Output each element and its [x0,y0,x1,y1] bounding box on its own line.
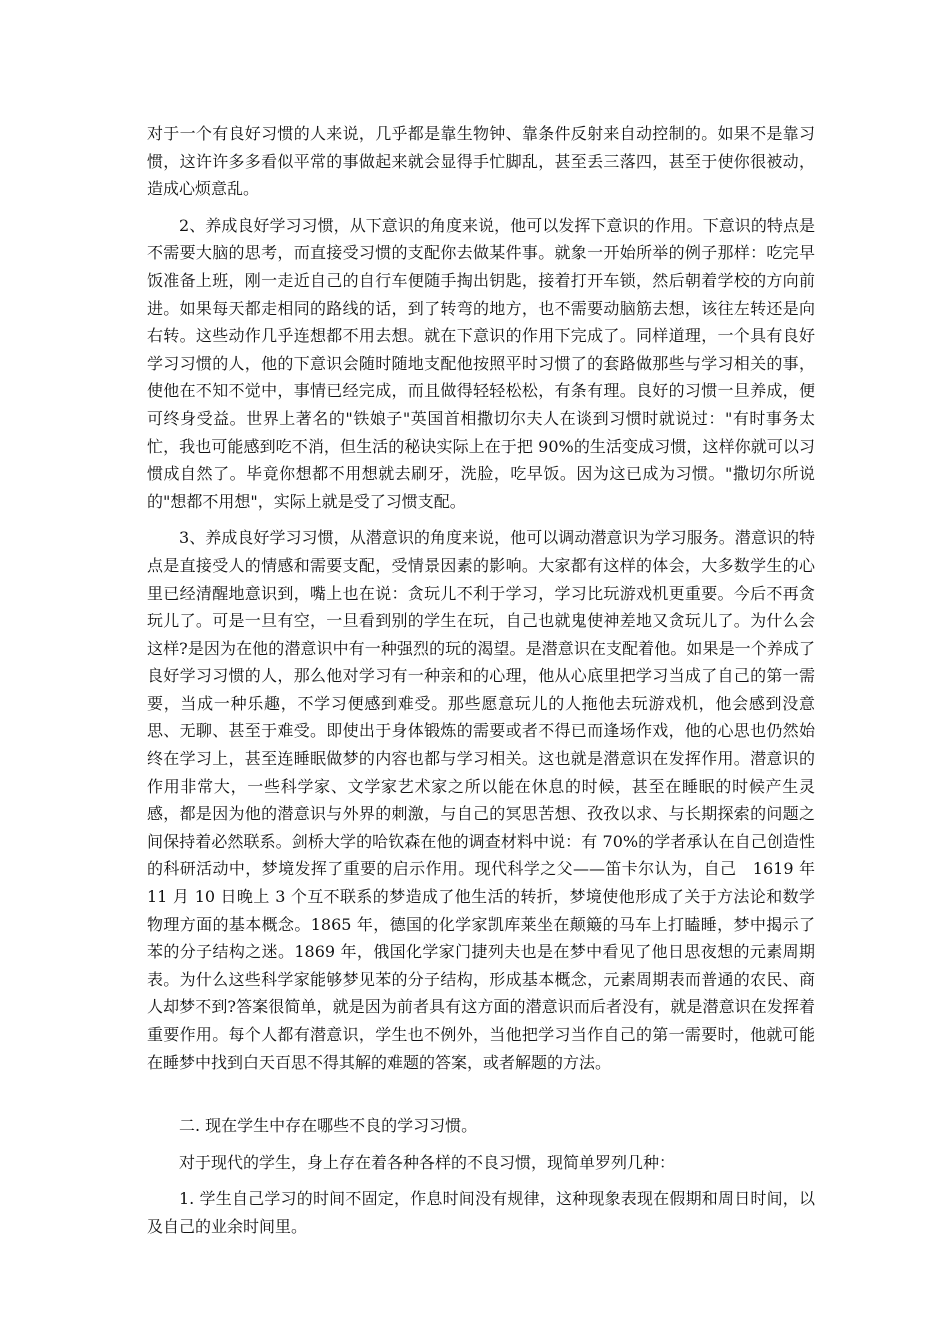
paragraph-subconscious-habit: 2、养成良好学习习惯，从下意识的角度来说，他可以发挥下意识的作用。下意识的特点是不需要大脑的思考，而直接受习惯的支配你去做某件事。就象一开始所举的例子那样：吃完早饭准备上班，刚一走近自己的自行车便随手掏出钥匙，接着打开车锁，然后朝着学校的方向前进。如果每天都走相同的路线的话，到了转弯的地方，也不需要动脑筋去想，该往左转还是向右转。这些动作几乎连想都不用去想。就在下意识的作用下完成了。同样道理，一个具有良好学习习惯的人，他的下意识会随时随地支配他按照平时习惯了的套路做那些与学习相关的事，使他在不知不觉中，事情已经完成，而且做得轻轻松松，有条有理。良好的习惯一旦养成，便可终身受益。世界上著名的"铁娘子"英国首相撒切尔夫人在谈到习惯时就说过："有时事务太忙，我也可能感到吃不消，但生活的秘诀实际上在于把 90%的生活变成习惯，这样你就可以习惯成自然了。毕竟你想都不用想就去刷牙，洗脸，吃早饭。因为这已成为习惯。"撒切尔所说的"想都不用想"，实际上就是受了习惯支配。 [147,215,815,511]
paragraph-habit-auto-control: 对于一个有良好习惯的人来说，几乎都是靠生物钟、靠条件反射来自动控制的。如果不是靠习惯，这许许多多看似平常的事做起来就会显得手忙脚乱，甚至丢三落四，甚至于使你很被动，造成心烦意乱。 [147,124,815,199]
section-spacer [147,1076,815,1112]
paragraph-spacer [147,1176,815,1185]
section-heading-bad-habits: 二. 现在学生中存在哪些不良的学习习惯。 [179,1116,478,1136]
list-item-irregular-schedule: 1. 学生自己学习的时间不固定，作息时间没有规律，这种现象表现在假期和周日时间，以及自己的业余时间里。 [147,1189,815,1236]
paragraph-bad-habits-intro: 对于现代的学生，身上存在着各种各样的不良习惯，现简单罗列几种： [179,1152,676,1172]
paragraph-spacer [147,203,815,212]
paragraph-latent-consciousness: 3、养成良好学习习惯，从潜意识的角度来说，他可以调动潜意识为学习服务。潜意识的特点是直接受人的情感和需要支配，受情景因素的影响。大家都有这样的体会，大多数学生的心里已经清醒地意识到，嘴上也在说：贪玩儿不利于学习，学习比玩游戏机更重要。今后不再贪玩儿了。可是一旦有空，一旦看到别的学生在玩，自己也就鬼使神差地又贪玩儿了。为什么会这样?是因为在他的潜意识中有一种强烈的玩的渴望。是潜意识在支配着他。如果是一个养成了良好学习习惯的人，那么他对学习有一种亲和的心理，他从心底里把学习当成了自己的第一需要，当成一种乐趣，不学习便感到难受。那些愿意玩儿的人拖他去玩游戏机，他会感到没意思、无聊、甚至于难受。即使出于身体锻炼的需要或者不得已而逢场作戏，他的心思也仍然始终在学习上，甚至连睡眠做梦的内容也都与学习相关。这也就是潜意识在发挥作用。潜意识的作用非常大，一些科学家、文学家艺术家之所以能在休息的时候，甚至在睡眠的时候产生灵感，都是因为他的潜意识与外界的刺激，与自己的冥思苦想、孜孜以求、与长期探索的问题之间保持着必然联系。剑桥大学的哈钦森在他的调查材料中说：有 70%的学者承认在自己创造性的科研活动中，梦境发挥了重要的启示作用。现代科学之父——笛卡尔认为，自己 1619 年 11 月 10 日晚上 3 个互不联系的梦造成了他生活的转折，梦境使他形成了关于方法论和数学物理方面的基本概念。1865 年，德国的化学家凯库莱坐在颠簸的马车上打瞌睡，梦中揭示了苯的分子结构之迷。1869 年，俄国化学家门捷列夫也是在梦中看见了他日思夜想的元素周期表。为什么这些科学家能够梦见苯的分子结构，形成基本概念，元素周期表而普通的农民、商人却梦不到?答案很简单，就是因为前者具有这方面的潜意识而后者没有，就是潜意识在发挥着重要作用。每个人都有潜意识，学生也不例外，当他把学习当作自己的第一需要时，他就可能在睡梦中找到白天百思不得其解的难题的答案，或者解题的方法。 [147,528,815,1072]
document-body [147,120,815,1241]
paragraph-spacer [147,515,815,524]
paragraph-spacer [147,1140,815,1149]
